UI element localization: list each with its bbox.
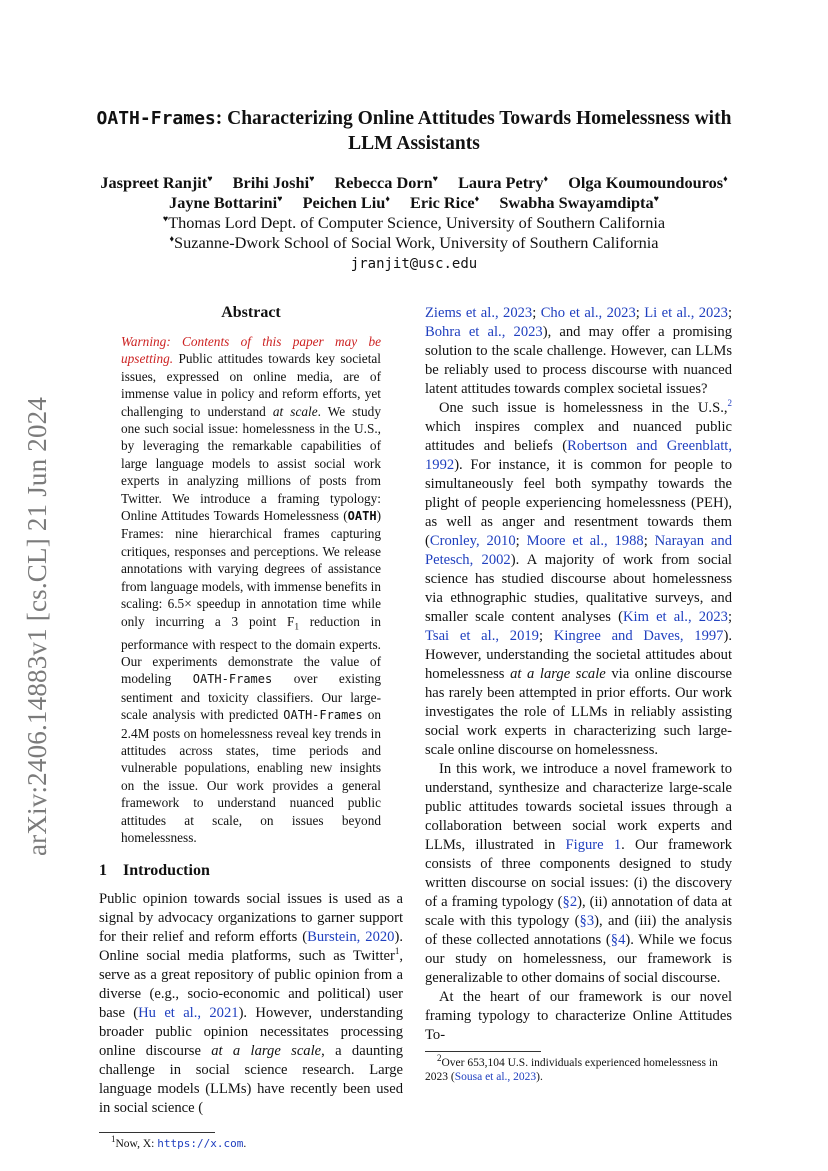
citation[interactable]: Moore et al., 1988 <box>526 533 644 549</box>
intro-paragraph-1-cont: Ziems et al., 2023; Cho et al., 2023; Li et al., 2023; Bohra et al., 2023), and may offer a promising solution to the scale challenge. However, can LLMs be reliably used to process discourse with nuanced latent attitudes towards complex societal issues? <box>425 305 732 397</box>
section-heading-introduction: 1 Introduction <box>99 862 210 880</box>
paper-title <box>80 106 748 156</box>
footnote-2: $^2$Over 653,104 U.S. individuals experienced homelessness in 2023 (Sousa et al., 2023). <box>425 1053 718 1083</box>
left-column <box>99 304 403 1151</box>
authors-line-1 <box>70 173 758 193</box>
citation[interactable]: Sousa et al., 2023 <box>454 1071 537 1083</box>
footnote-ref[interactable]: 1 <box>394 946 400 957</box>
footnote-url[interactable]: https://x.com <box>157 1137 244 1151</box>
title-prefix: OATH-Frames <box>96 108 216 129</box>
footnote-rule <box>99 1132 215 1133</box>
author: Eric Rice♦ <box>410 193 480 212</box>
author: Jayne Bottarini♥ <box>169 193 283 212</box>
section-ref[interactable]: §4 <box>610 932 626 948</box>
intro-paragraph-1: Public opinion towards social issues is used as a signal by advocacy organizations to garner support for their relief and reform efforts (Burstein, 2020). Online social media platforms, such as Twitter$^1$, serve as a great repository of public opinion from a diverse (e.g., socio-economic and political) user base (Hu et al., 2021). However, understanding broader public opinion necessitates processing online discourse at a large scale, a daunting challenge in social science research. Large language models (LLMs) have recently been used in social science ( <box>99 891 403 1117</box>
figure-ref[interactable]: Figure 1 <box>565 837 622 853</box>
citation[interactable]: Cronley, 2010 <box>429 533 516 549</box>
author: Laura Petry♦ <box>458 173 549 192</box>
abstract-heading: Abstract <box>221 304 281 321</box>
right-column <box>425 304 732 1084</box>
citation[interactable]: Cho et al., 2023 <box>540 305 636 321</box>
section-ref[interactable]: §2 <box>562 894 578 910</box>
intro-paragraph-2: One such issue is homelessness in the U.S.,$^2$ which inspires complex and nuanced public attitudes and beliefs (Robertson and Greenblatt, 1992). For instance, it is common for people to simultaneously feel both sympathy towards the plight of people experiencing homelessness (PEH), as well as anger and resentment towards them (Cronley, 2010; Moore et al., 1988; Narayan and Petesch, 2002). A majority of work from social science has studied discourse about homelessness via ethnographic studies, qualitative surveys, and smaller scale content analyses (Kim et al., 2023; Tsai et al., 2019; Kingree and Daves, 1997). However, understanding the societal attitudes about homelessness at a large scale via online discourse has rarely been attempted in prior efforts. Our work investigates the role of LLMs in reliably assisting social work experts in characterizing such large-scale online discourse on homelessness. <box>425 398 732 758</box>
intro-paragraph-3: In this work, we introduce a novel framework to understand, synthesize and characterize large-scale public attitudes towards societal issues through a collaboration between social work experts and LLMs, illustrated in Figure 1. Our framework consists of three components designed to study written discourse on social issues: (i) the discovery of a framing typology (§2), (ii) annotation of data at scale with this typology (§3), and (iii) the analysis of these collected annotations (§4). While we focus our study on homelessness, our framework is generalizable to other domains of social discourse. <box>425 761 733 986</box>
citation[interactable]: Kingree and Daves, 1997 <box>553 628 724 644</box>
citation[interactable]: Bohra et al., 2023 <box>425 324 543 340</box>
citation[interactable]: Tsai et al., 2019 <box>425 628 539 644</box>
author-email[interactable]: jranjit@usc.edu <box>350 256 478 272</box>
arxiv-stamp: arXiv:2406.14883v1 [cs.CL] 21 Jun 2024 <box>22 396 52 856</box>
authors-line-2 <box>70 193 758 213</box>
section-ref[interactable]: §3 <box>579 913 595 929</box>
citation[interactable]: Robertson and Greenblatt, 1992 <box>425 438 732 473</box>
title-rest: : Characterizing Online Attitudes Towards Homelessness with LLM Assistants <box>215 108 732 154</box>
author: Brihi Joshi♥ <box>232 173 315 192</box>
citation[interactable]: Ziems et al., 2023 <box>425 305 533 321</box>
citation[interactable]: Burstein, 2020 <box>307 929 395 946</box>
citation[interactable]: Kim et al., 2023 <box>622 609 728 625</box>
citation[interactable]: Li et al., 2023 <box>644 305 728 321</box>
author: Jaspreet Ranjit♥ <box>100 173 213 192</box>
affiliation-social-work: ♦Suzanne-Dwork School of Social Work, University of Southern California <box>169 233 659 252</box>
footnote-ref[interactable]: 2 <box>727 398 732 409</box>
affiliation-cs: ♥Thomas Lord Dept. of Computer Science, University of Southern California <box>162 213 666 232</box>
citation[interactable]: Narayan and Petesch, 2002 <box>425 533 732 568</box>
content-warning: Warning: Contents of this paper may be upsetting. <box>121 334 381 367</box>
intro-paragraph-4: At the heart of our framework is our novel framing typology to characterize Online Attitudes To- <box>425 989 732 1043</box>
author: Swabha Swayamdipta♥ <box>499 193 659 212</box>
author: Rebecca Dorn♥ <box>334 173 438 192</box>
author: Peichen Liu♦ <box>302 193 390 212</box>
footnote-1: $^1$Now, X: https://x.com. <box>111 1134 247 1151</box>
footnote-rule <box>425 1051 541 1052</box>
citation[interactable]: Hu et al., 2021 <box>138 1005 239 1022</box>
author: Olga Koumoundouros♦ <box>568 173 728 192</box>
abstract-body: Warning: Contents of this paper may be upsetting. Public attitudes towards key societal issues, expressed on online media, are of immense value in policy and reform efforts, yet challenging to understand at scale. We study one such social issue: homelessness in the U.S., by leveraging the remarkable capabilities of large language models to assist social work experts in analyzing millions of posts from Twitter. We introduce a framing typology: Online Attitudes Towards Homelessness (OATH) Frames: nine hierarchical frames capturing critiques, responses and perceptions. We release annotations with varying degrees of assistance from language models, with immense benefits in scaling: 6.5× speedup in annotation time while only incurring a 3 point $F_1$ reduction in performance with respect to the domain experts. Our experiments demonstrate the value of modeling OATH-Frames over existing sentiment and toxicity classifiers. Our large-scale analysis with predicted OATH-Frames on 2.4M posts on homelessness reveal key trends in attitudes across states, time periods and vulnerable populations, enabling new insights on the issue. Our work provides a general framework to understand nuanced public attitudes at scale, on issues beyond homelessness. <box>121 334 381 846</box>
